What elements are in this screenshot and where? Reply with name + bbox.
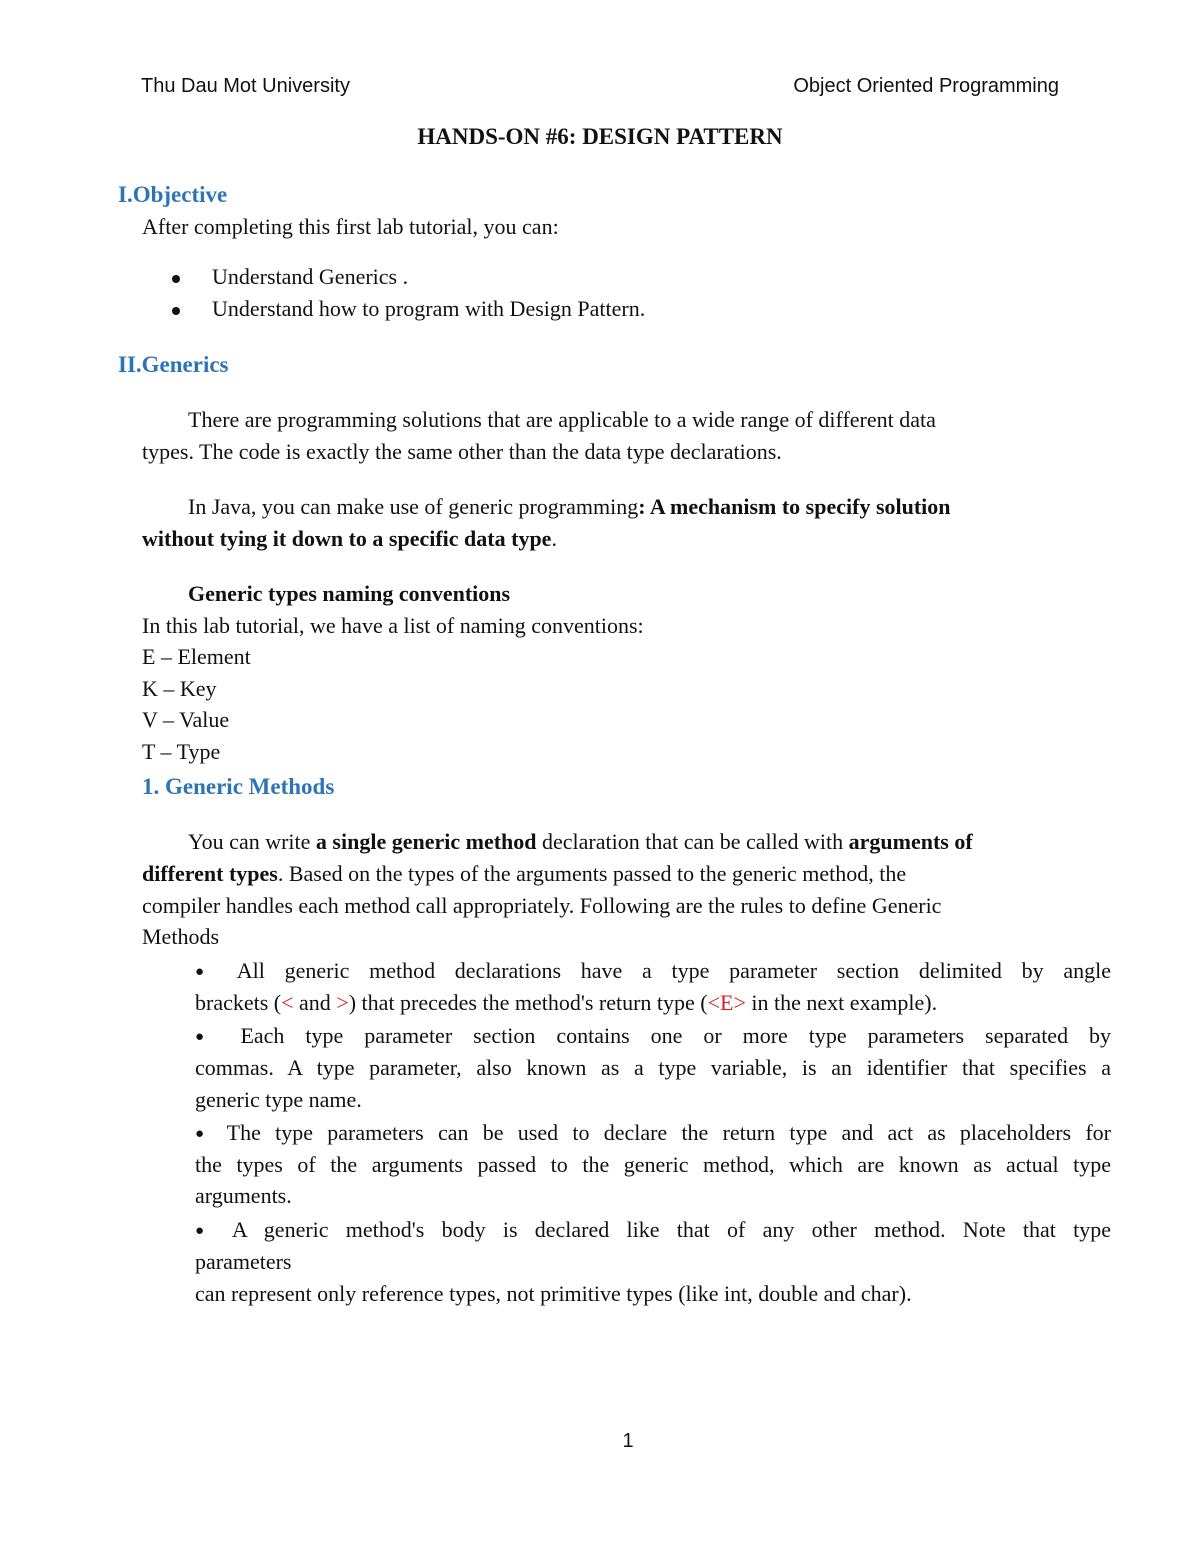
rule-2-line-1 (195, 1023, 1111, 1049)
page-number: 1 (622, 1430, 634, 1452)
naming-conventions-heading: Generic types naming conventions (188, 581, 511, 606)
rule-text: brackets ( (195, 990, 282, 1015)
rule-highlight: <E> (707, 990, 746, 1015)
rule-highlight: < (281, 990, 294, 1015)
generics-p2-end: . (551, 526, 557, 551)
rule-1-line-1 (195, 958, 1111, 984)
generic-methods-paragraph-line-1 (188, 829, 973, 855)
bullet-icon: ● (195, 1126, 213, 1142)
rule-4-line-1 (195, 1217, 1111, 1243)
rule-text: All generic method declarations have a type parameter section delimited by angle (236, 958, 1111, 983)
gm-emphasis: arguments of (848, 829, 973, 854)
generics-paragraph-2-line-2 (142, 526, 557, 552)
header-course: Object Oriented Programming (793, 75, 1059, 97)
bullet-dot (172, 307, 180, 315)
rule-highlight: > (336, 990, 349, 1015)
gm-text: . Based on the types of the arguments passed to the generic method, the (277, 861, 907, 886)
gm-text: You can write (188, 829, 316, 854)
naming-item-key: K – Key (142, 676, 217, 701)
generics-p2-emphasis-2: without tying it down to a specific data type (142, 526, 552, 551)
document-title: HANDS-ON #6: DESIGN PATTERN (417, 124, 783, 149)
rule-text: and (293, 990, 337, 1015)
rule-text: The type parameters can be used to declare the return type and act as placeholders for (226, 1120, 1111, 1145)
bullet-icon: ● (195, 1029, 220, 1045)
gm-emphasis: a single generic method (315, 829, 537, 854)
generic-methods-paragraph-line-2 (142, 861, 906, 887)
generics-paragraph-2-line-1 (188, 494, 951, 520)
rule-text: ) that precedes the method's return type ( (348, 990, 708, 1015)
gm-emphasis: different types (142, 861, 278, 886)
rule-2-line-2: commas. A type parameter, also known as a type variable, is an identifier that specifies a (195, 1055, 1111, 1080)
rule-3-line-3: arguments. (195, 1183, 292, 1208)
objective-bullet-2: Understand how to program with Design Pattern. (212, 296, 646, 321)
bullet-icon: ● (195, 964, 219, 980)
section-heading-generics: II.Generics (118, 352, 229, 377)
naming-item-element: E – Element (142, 644, 251, 669)
rule-4-line-2: parameters (195, 1249, 292, 1274)
generic-methods-paragraph-line-3: compiler handles each method call appropriately. Following are the rules to define Generic (142, 893, 942, 918)
rule-2-line-3: generic type name. (195, 1087, 362, 1112)
generics-paragraph-1-line-2: types. The code is exactly the same other than the data type declarations. (142, 439, 782, 464)
generics-p2-emphasis-1: A mechanism to specify solution (645, 494, 951, 519)
naming-item-value: V – Value (142, 707, 230, 732)
generic-methods-paragraph-line-4: Methods (142, 924, 219, 949)
rule-4-line-3: can represent only reference types, not primitive types (like int, double and char). (195, 1281, 912, 1306)
rule-3-line-2: the types of the arguments passed to the generic method, which are known as actual type (195, 1152, 1111, 1177)
naming-conventions-intro: In this lab tutorial, we have a list of naming conventions: (142, 613, 644, 638)
generics-paragraph-1-line-1: There are programming solutions that are applicable to a wide range of different data (188, 407, 936, 432)
header-university: Thu Dau Mot University (141, 75, 350, 97)
rule-1-line-2 (195, 990, 937, 1016)
generics-p2-lead: In Java, you can make use of generic programming (188, 494, 639, 519)
section-heading-objective: I.Objective (118, 182, 228, 207)
gm-text: declaration that can be called with (536, 829, 849, 854)
rule-text: A generic method's body is declared like that of any other method. Note that type (231, 1217, 1111, 1242)
generics-p2-colon: : (638, 494, 646, 519)
subsection-heading-generic-methods: 1. Generic Methods (142, 774, 335, 799)
rule-text: Each type parameter section contains one or more type parameters separated by (240, 1023, 1112, 1048)
naming-item-type: T – Type (142, 739, 221, 764)
objective-intro: After completing this first lab tutorial, you can: (142, 214, 559, 239)
rule-text: in the next example). (745, 990, 938, 1015)
bullet-dot (172, 275, 180, 283)
rule-3-line-1 (195, 1120, 1111, 1146)
bullet-icon: ● (195, 1223, 216, 1239)
objective-bullet-1: Understand Generics . (212, 264, 409, 289)
